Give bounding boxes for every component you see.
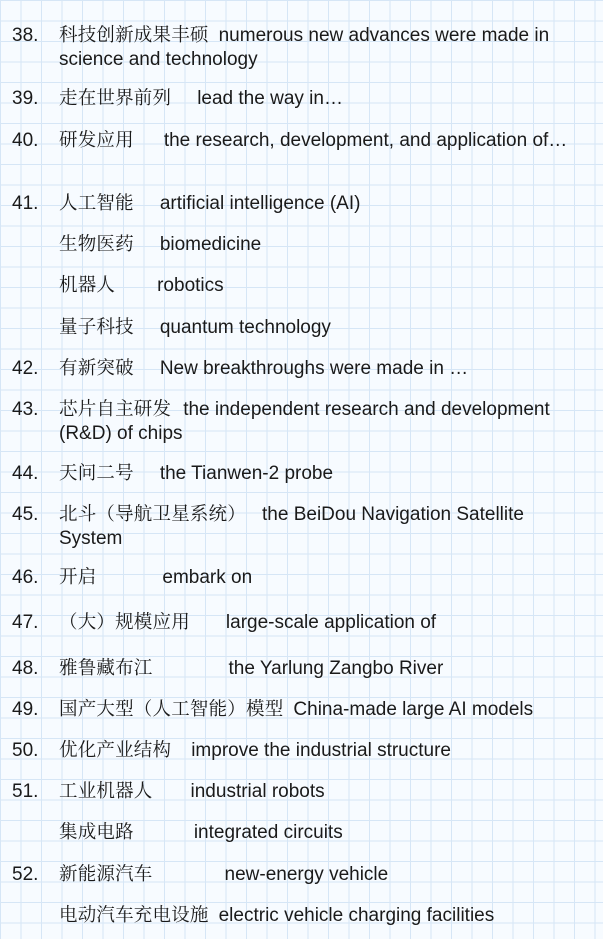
english-translation: New breakthroughs were made in … (159, 358, 469, 379)
list-item (59, 657, 583, 681)
list-item (59, 87, 583, 111)
chinese-term: 北斗（导航卫星系统） (59, 504, 247, 525)
english-translation: embark on (162, 567, 253, 588)
list-item (59, 698, 583, 722)
chinese-term: 国产大型（人工智能）模型 (59, 699, 284, 720)
entry-number: 45. (12, 504, 39, 525)
english-translation: quantum technology (159, 317, 331, 338)
list-item (59, 316, 583, 340)
english-translation: the BeiDou Navigation Satellite System (59, 504, 524, 549)
english-translation: artificial intelligence (AI) (159, 193, 361, 214)
entry-number: 50. (12, 740, 39, 761)
entry-number: 43. (12, 399, 39, 420)
entry-number: 49. (12, 699, 39, 720)
entry-number: 41. (12, 193, 39, 214)
chinese-term: 芯片自主研发 (59, 399, 172, 420)
english-translation: the Tianwen-2 probe (159, 463, 334, 484)
entry-number: 42. (12, 358, 39, 379)
list-item (59, 503, 583, 551)
entry-number: 47. (12, 612, 39, 633)
chinese-term: 开启 (59, 567, 97, 588)
list-item (59, 904, 583, 928)
list-item (59, 566, 583, 590)
english-translation: robotics (157, 275, 224, 296)
entry-number: 39. (12, 88, 39, 109)
list-item (59, 357, 583, 381)
english-translation: industrial robots (190, 781, 325, 802)
chinese-term: 工业机器人 (59, 781, 153, 802)
english-translation: new-energy vehicle (224, 864, 389, 885)
list-item (59, 739, 583, 763)
chinese-term: 集成电路 (59, 822, 134, 843)
english-translation: improve the industrial structure (191, 740, 451, 761)
list-item (59, 192, 583, 216)
entry-number: 44. (12, 463, 39, 484)
entry-number: 38. (12, 25, 39, 46)
chinese-term: 走在世界前列 (59, 88, 172, 109)
english-translation: the research, development, and application of… (163, 130, 568, 151)
list-item (59, 129, 583, 153)
chinese-term: 量子科技 (59, 317, 134, 338)
english-translation: integrated circuits (193, 822, 343, 843)
list-item (59, 863, 583, 887)
english-translation: the independent research and development (R&D) of chips (59, 399, 550, 444)
chinese-term: 人工智能 (59, 193, 134, 214)
list-item (59, 24, 583, 72)
entry-number: 52. (12, 864, 39, 885)
list-item (59, 462, 583, 486)
chinese-term: 生物医药 (59, 234, 134, 255)
chinese-term: 新能源汽车 (59, 864, 153, 885)
entry-number: 48. (12, 658, 39, 679)
list-item (59, 821, 583, 845)
english-translation: the Yarlung Zangbo River (228, 658, 444, 679)
english-translation: numerous new advances were made in science and technology (59, 25, 550, 70)
chinese-term: 电动汽车充电设施 (59, 905, 209, 926)
chinese-term: 天问二号 (59, 463, 134, 484)
english-translation: biomedicine (159, 234, 262, 255)
list-item (59, 611, 583, 635)
chinese-term: 研发应用 (59, 130, 134, 151)
entry-number: 51. (12, 781, 39, 802)
chinese-term: 有新突破 (59, 358, 134, 379)
list-item (59, 233, 583, 257)
english-translation: electric vehicle charging facilities (218, 905, 495, 926)
english-translation: China-made large AI models (293, 699, 534, 720)
english-translation: large-scale application of (225, 612, 437, 633)
chinese-term: 科技创新成果丰硕 (59, 25, 209, 46)
entry-number: 40. (12, 130, 39, 151)
chinese-term: 雅鲁藏布江 (59, 658, 153, 679)
english-translation: lead the way in… (197, 88, 343, 109)
chinese-term: 优化产业结构 (59, 740, 172, 761)
list-item (59, 780, 583, 804)
list-item (59, 398, 583, 446)
chinese-term: （大）规模应用 (59, 612, 190, 633)
chinese-term: 机器人 (59, 275, 116, 296)
list-item (59, 274, 583, 298)
entry-number: 46. (12, 567, 39, 588)
